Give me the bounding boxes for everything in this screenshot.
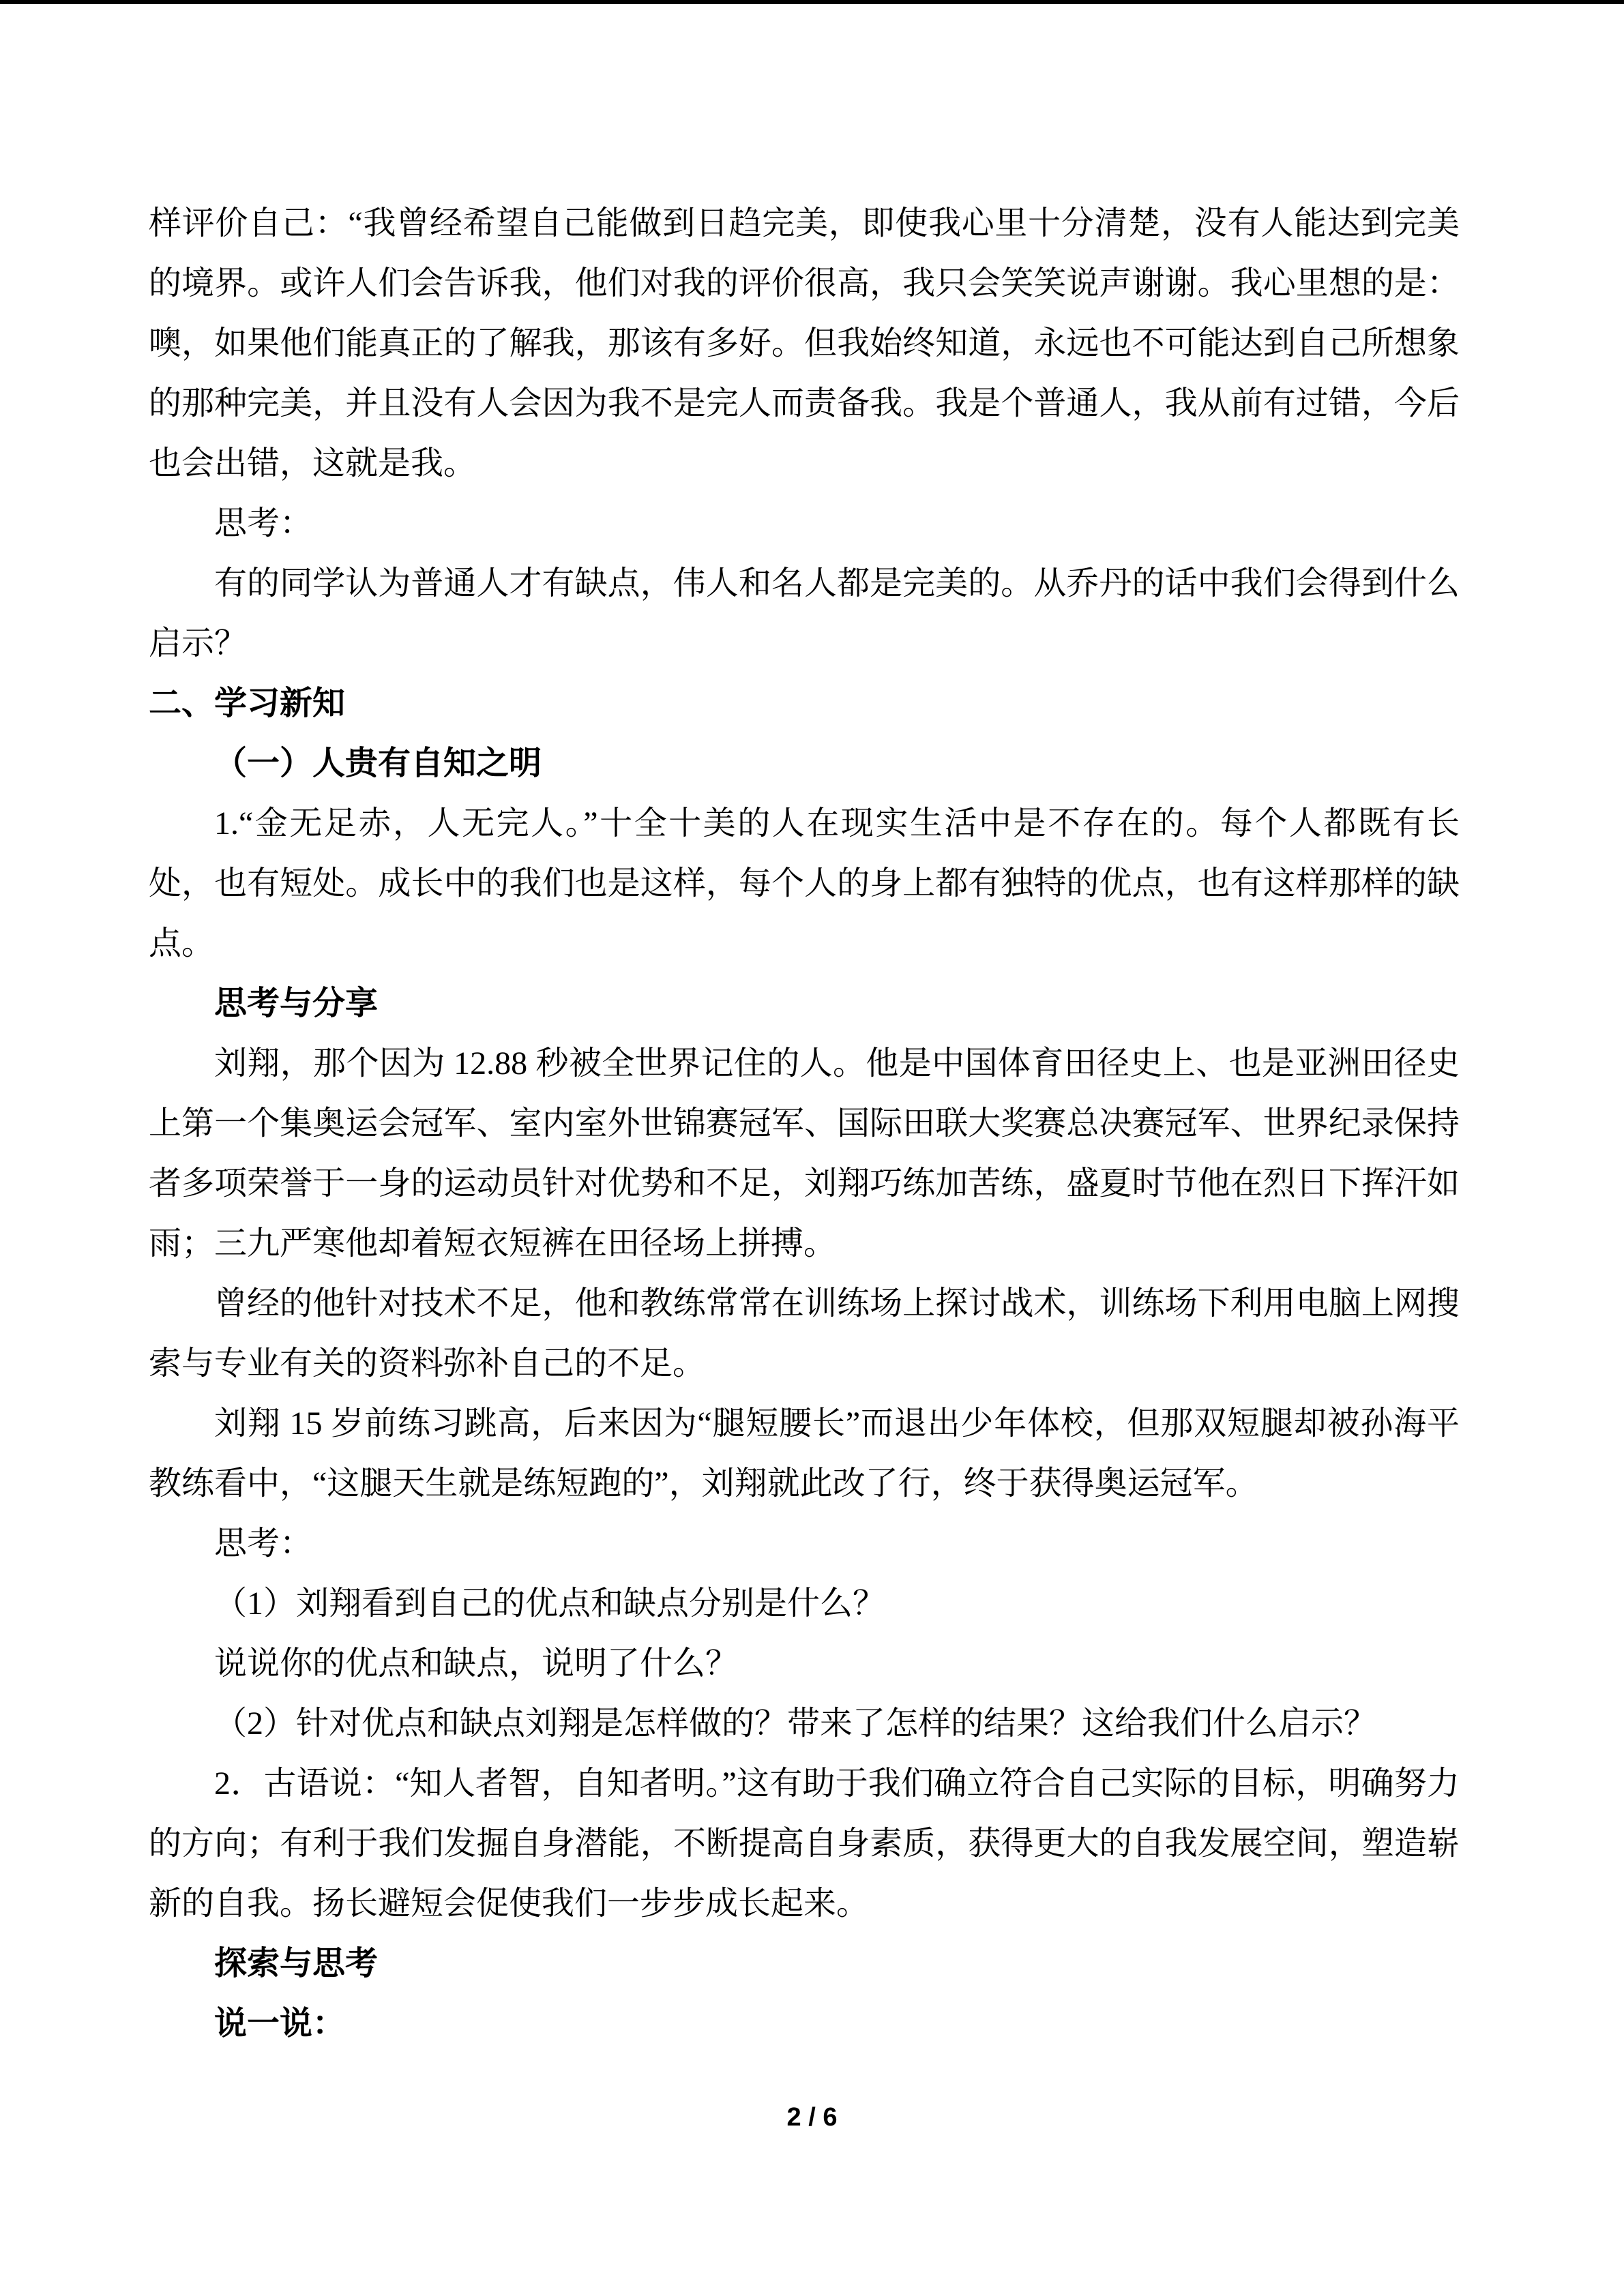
paragraph-point-1: 1.“金无足赤，人无完人。”十全十美的人在现实生活中是不存在的。每个人都既有长处，也有短处。成长中的我们也是这样，每个人的身上都有独特的优点，也有这样那样的缺点。 [149, 805, 1460, 961]
paragraph-think-label: 思考： [214, 505, 313, 541]
heading-say-it: 说一说： [214, 2006, 346, 2042]
paragraph-point-2: 2．古语说：“知人者智，自知者明。”这有助于我们确立符合自己实际的目标，明确努力的方向；有利于我们发掘自身潜能，不断提高自身素质，获得更大的自我发展空间，塑造崭新的自我。扬长避短会促使我们一步步成长起来。 [149, 1765, 1460, 1922]
paragraph-continuation: 样评价自己：“我曾经希望自己能做到日趋完美，即使我心里十分清楚，没有人能达到完美的境界。或许人们会告诉我，他们对我的评价很高，我只会笑笑说声谢谢。我心里想的是：噢，如果他们能真正的了解我，那该有多好。但我始终知道，永远也不可能达到自己所想象的那种完美，并且没有人会因为我不是完人而责备我。我是个普通人，我从前有过错，今后也会出错，这就是我。 [149, 205, 1460, 481]
paragraph-liuxiang-highjump: 刘翔 15 岁前练习跳高，后来因为“腿短腰长”而退出少年体校，但那双短腿却被孙海平教练看中，“这腿天生就是练短跑的”，刘翔就此改了行，终于获得奥运冠军。 [149, 1405, 1460, 1502]
paragraph-liuxiang-intro: 刘翔，那个因为 12.88 秒被全世界记住的人。他是中国体育田径史上、也是亚洲田径史上第一个集奥运会冠军、室内室外世锦赛冠军、国际田联大奖赛总决赛冠军、世界纪录保持者多项荣誉于一身的运动员针对优势和不足，刘翔巧练加苦练，盛夏时节他在烈日下挥汗如雨；三九严寒他却着短衣短裤在田径场上拼搏。 [149, 1045, 1460, 1262]
window-edge-bar [0, 0, 1624, 4]
paragraph-think-label-2: 思考： [214, 1525, 313, 1562]
paragraph-liuxiang-training: 曾经的他针对技术不足，他和教练常常在训练场上探讨战术，训练场下利用电脑上网搜索与专业有关的资料弥补自己的不足。 [149, 1285, 1460, 1382]
heading-explore-and-think: 探索与思考 [214, 1945, 379, 1982]
document-body [149, 194, 1460, 2054]
heading-section-2: 二、学习新知 [149, 685, 346, 721]
paragraph-question-2: （2）针对优点和缺点刘翔是怎样做的？带来了怎样的结果？这给我们什么启示？ [214, 1705, 1377, 1742]
paragraph-question-1b: 说说你的优点和缺点，说明了什么？ [214, 1645, 739, 1682]
paragraph-question-1: （1）刘翔看到自己的优点和缺点分别是什么？ [214, 1585, 886, 1622]
heading-think-and-share: 思考与分享 [214, 985, 379, 1022]
heading-subsection-1: （一）人贵有自知之明 [214, 745, 542, 781]
page-number: 2 / 6 [786, 2103, 838, 2132]
paragraph-think-question: 有的同学认为普通人才有缺点，伟人和名人都是完美的。从乔丹的话中我们会得到什么启示？ [149, 565, 1460, 661]
